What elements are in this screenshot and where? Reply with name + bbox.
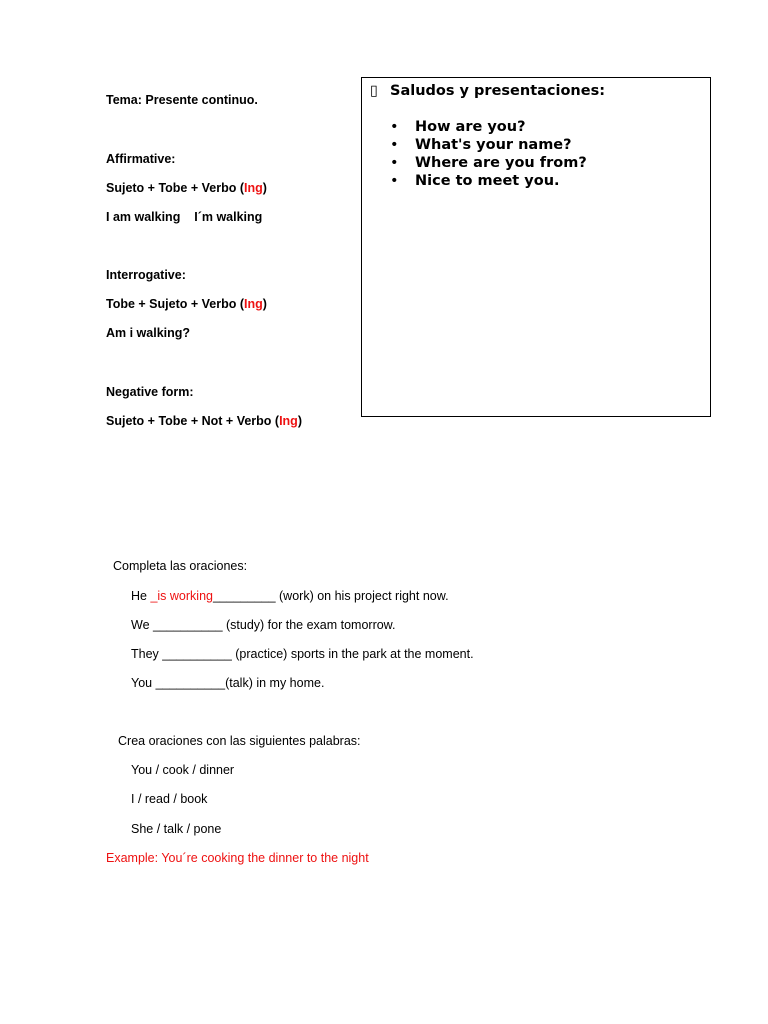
formula-text: Sujeto + Tobe + Not + Verbo ( xyxy=(106,414,280,428)
negative-formula xyxy=(106,413,302,429)
affirmative-formula xyxy=(106,180,267,196)
exercise2-example: Example: You´re cooking the dinner to the night xyxy=(106,851,369,865)
checkbox-glyph-icon: ▯ xyxy=(370,83,378,99)
affirmative-example: I am walking I´m walking xyxy=(106,210,263,224)
formula-text: Sujeto + Tobe + Verbo ( xyxy=(106,181,244,195)
bullet-icon: • xyxy=(390,155,399,171)
exercise1-line-4: You __________(talk) in my home. xyxy=(131,676,325,690)
greetings-list xyxy=(390,118,587,190)
interrogative-heading: Interrogative: xyxy=(106,268,186,282)
list-item-text: Nice to meet you. xyxy=(415,173,560,189)
list-item-text: Where are you from? xyxy=(415,155,587,171)
exercise1-line-3: They __________ (practice) sports in the park at the moment. xyxy=(131,647,474,661)
affirmative-heading: Affirmative: xyxy=(106,152,176,166)
formula-highlight: Ing xyxy=(244,181,263,195)
list-item xyxy=(390,118,587,136)
formula-text: ) xyxy=(262,297,267,311)
bullet-icon: • xyxy=(390,137,399,153)
sentence-text: He xyxy=(131,589,151,603)
list-item-text: What's your name? xyxy=(415,137,572,153)
list-item xyxy=(390,136,587,154)
topic-title: Tema: Presente continuo. xyxy=(106,93,258,107)
list-item-text: How are you? xyxy=(415,119,526,135)
greetings-box xyxy=(361,77,711,417)
formula-highlight: Ing xyxy=(244,297,263,311)
exercise1-line-1 xyxy=(131,588,449,604)
list-item xyxy=(390,172,587,190)
exercise2-heading: Crea oraciones con las siguientes palabras: xyxy=(118,734,361,748)
exercise1-heading: Completa las oraciones: xyxy=(113,559,248,573)
exercise2-item-3: She / talk / pone xyxy=(131,822,222,836)
interrogative-example: Am i walking? xyxy=(106,326,191,340)
answer-text: _is working xyxy=(150,589,213,603)
greetings-title-text: Saludos y presentaciones: xyxy=(390,83,606,99)
exercise2-item-1: You / cook / dinner xyxy=(131,763,235,777)
exercise1-line-2: We __________ (study) for the exam tomorrow. xyxy=(131,618,396,632)
formula-text: ) xyxy=(262,181,267,195)
list-item xyxy=(390,154,587,172)
bullet-icon: • xyxy=(390,119,399,135)
formula-text: Tobe + Sujeto + Verbo ( xyxy=(106,297,244,311)
sentence-text: _________ (work) on his project right now. xyxy=(212,589,449,603)
bullet-icon: • xyxy=(390,173,399,189)
exercise2-item-2: I / read / book xyxy=(131,792,208,806)
formula-text: ) xyxy=(297,414,302,428)
formula-highlight: Ing xyxy=(279,414,298,428)
negative-heading: Negative form: xyxy=(106,385,194,399)
interrogative-formula xyxy=(106,296,267,312)
greetings-box-title xyxy=(370,83,605,99)
